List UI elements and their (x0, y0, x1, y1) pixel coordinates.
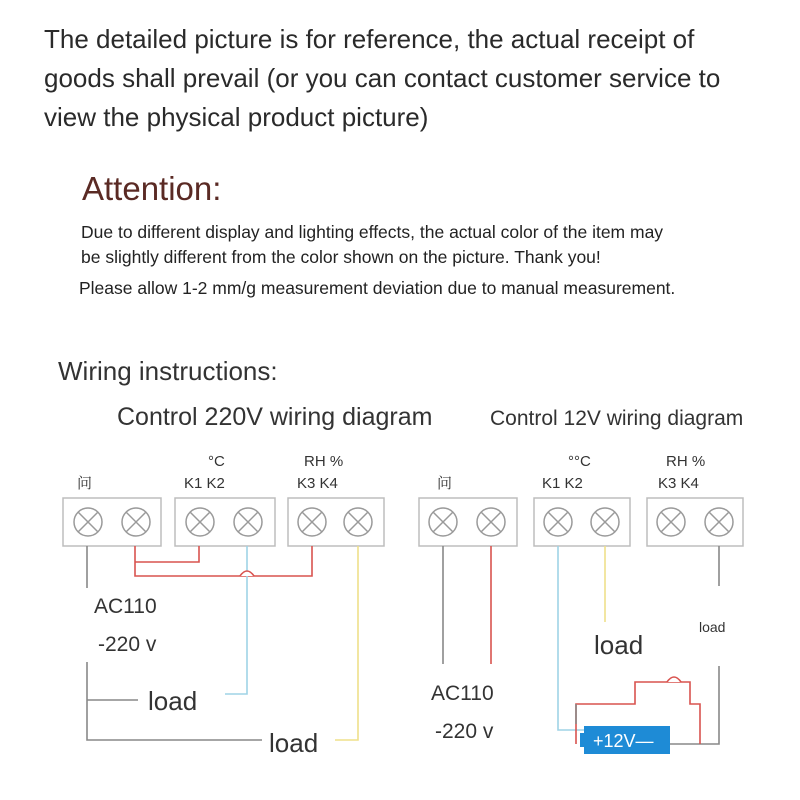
terminal-screw-icon (298, 508, 326, 536)
terminal-screw-icon (477, 508, 505, 536)
temp-relay-label: K1 K2 (542, 475, 583, 492)
load-label: load (269, 728, 319, 758)
intro-line-2: goods shall prevail (or you can contact customer service to (44, 63, 721, 93)
load-label: load (148, 686, 198, 716)
wire-crossover (667, 677, 681, 682)
humidity-unit-label: RH % (666, 453, 706, 470)
humidity-relay-label: K3 K4 (297, 475, 338, 492)
battery-label: +12V— (593, 731, 654, 751)
terminal-screw-icon (186, 508, 214, 536)
diagram-12v-title: Control 12V wiring diagram (490, 407, 744, 430)
red-wire (135, 546, 312, 576)
source-label-line2: -220 v (98, 633, 157, 656)
humidity-relay-label: K3 K4 (658, 475, 699, 492)
temp-unit-label: °°C (568, 453, 591, 470)
diagram-220v (63, 453, 384, 758)
source-label-line1: AC110 (431, 682, 494, 705)
power-label: 问 (437, 475, 453, 492)
load-label: load (699, 619, 726, 635)
terminal-screw-icon (705, 508, 733, 536)
terminal-screw-icon (234, 508, 262, 536)
terminal-screw-icon (122, 508, 150, 536)
attention-line-3: Please allow 1-2 mm/g measurement deviation due to manual measurement. (79, 278, 676, 298)
terminal-screw-icon (429, 508, 457, 536)
wire-crossover (240, 571, 254, 576)
attention-title: Attention: (82, 170, 222, 207)
intro-line-3: view the physical product picture) (44, 102, 429, 132)
source-label-line1: AC110 (94, 595, 157, 618)
terminal-screw-icon (344, 508, 372, 536)
battery-terminal-icon (580, 733, 585, 747)
terminal-screw-icon (74, 508, 102, 536)
terminal-screw-icon (657, 508, 685, 536)
terminal-screw-icon (591, 508, 619, 536)
diagram-220v-title: Control 220V wiring diagram (117, 403, 433, 431)
temp-unit-label: °C (208, 453, 225, 470)
red-wire-bridge (135, 546, 199, 562)
blue-wire (225, 546, 247, 694)
yellow-wire (335, 546, 358, 740)
intro-line-1: The detailed picture is for reference, the actual receipt of (44, 24, 695, 54)
attention-line-2: be slightly different from the color shown on the picture. Thank you! (81, 247, 601, 267)
humidity-unit-label: RH % (304, 453, 344, 470)
diagram-12v (419, 453, 743, 754)
power-label: 问 (77, 475, 93, 492)
load-label: load (594, 630, 644, 660)
terminal-screw-icon (544, 508, 572, 536)
source-label-line2: -220 v (435, 720, 494, 743)
wiring-title: Wiring instructions: (58, 356, 278, 386)
blue-wire (558, 546, 584, 730)
temp-relay-label: K1 K2 (184, 475, 225, 492)
attention-line-1: Due to different display and lighting effects, the actual color of the item may (81, 222, 664, 242)
